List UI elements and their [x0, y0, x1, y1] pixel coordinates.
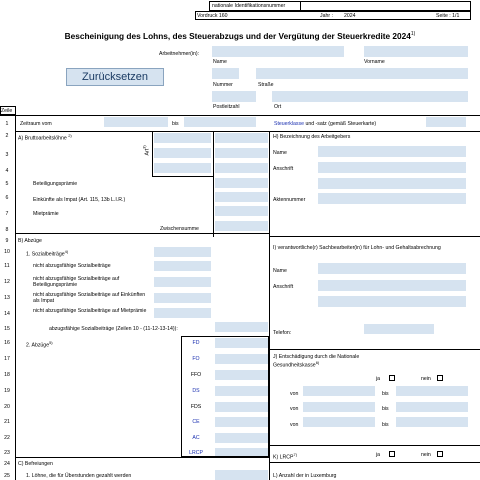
deductions-text: 2. Abzüge: [26, 342, 50, 349]
deduction-ce-field[interactable]: [215, 417, 268, 427]
j-to-label-2: bis: [382, 406, 389, 412]
employee-number-field[interactable]: [212, 68, 239, 79]
row-number-23: 23: [4, 450, 10, 456]
j-to-field-2[interactable]: [396, 402, 468, 412]
employer-name-field[interactable]: [318, 146, 466, 157]
non-deductible-rent-field[interactable]: [154, 308, 211, 318]
employee-postal-field[interactable]: [212, 91, 256, 102]
social-contrib-text: 1. Sozialbeiträge: [26, 251, 65, 258]
employee-number-label: Nummer: [213, 82, 233, 88]
subtotal-field[interactable]: [215, 221, 268, 231]
j-from-field-1[interactable]: [303, 386, 375, 396]
employer-address-field-2[interactable]: [318, 178, 466, 189]
lrcp-sup: 7): [293, 452, 298, 457]
gross-salary-field-2[interactable]: [154, 148, 211, 158]
j-from-field-2[interactable]: [303, 402, 375, 412]
gross-salary-field-3[interactable]: [154, 163, 211, 173]
employee-firstname-field[interactable]: [364, 46, 468, 57]
deductible-social-field[interactable]: [215, 322, 268, 332]
non-deductible-participation-field[interactable]: [154, 277, 211, 287]
deduction-ds-field[interactable]: [215, 386, 268, 396]
health-fund-yes-label: ja: [376, 376, 381, 382]
overtime-label: 1. Löhne, die für Überstunden gezahlt werden: [26, 473, 132, 479]
tax-class-label-rest: und -satz (gemäß Steuerkarte): [304, 121, 377, 127]
tax-class-field[interactable]: [426, 117, 466, 127]
clerk-address-field-2[interactable]: [318, 296, 466, 307]
j-to-field-1[interactable]: [396, 386, 468, 396]
deduction-fd-field[interactable]: [215, 338, 268, 348]
lrcp-text: K) LRCP: [273, 454, 294, 461]
code-fo: FO: [192, 356, 200, 362]
section-a-text: A) Bruttoarbeitslöhne: [18, 135, 67, 142]
row-number-6: 6: [5, 195, 9, 201]
page-title: [0, 31, 480, 41]
non-deductible-participation-label: nicht abzugsfähige Sozialbeiträge auf Beteiligungsprämie: [33, 276, 120, 288]
row-number-7: 7: [5, 211, 9, 217]
employer-section-label: H) Bezeichnung des Arbeitgebers: [273, 134, 351, 140]
employee-city-field[interactable]: [272, 91, 468, 102]
health-fund-no-checkbox[interactable]: [437, 375, 443, 381]
section-l-label: L) Anzahl der in Luxemburg: [273, 473, 337, 479]
row-number-14: 14: [4, 311, 10, 317]
code-ac: AC: [192, 435, 200, 441]
employee-name-label: Name: [213, 59, 227, 65]
clerk-address-field-1[interactable]: [318, 280, 466, 291]
code-ds: DS: [192, 388, 200, 394]
row-number-4: 4: [5, 168, 9, 174]
non-deductible-label: nicht abzugsfähige Sozialbeiträge: [33, 263, 111, 269]
deduction-fo-field[interactable]: [215, 354, 268, 364]
form-number: Vordruck 160: [197, 13, 228, 19]
art-text: Art: [144, 148, 151, 156]
social-contrib-label: [26, 249, 68, 258]
row-number-21: 21: [4, 419, 10, 425]
code-fds: FDS: [190, 404, 202, 410]
row-number-2: 2: [5, 133, 9, 139]
non-deductible-impat-field[interactable]: [154, 293, 211, 303]
social-contrib-sup: 4): [64, 249, 69, 254]
page-title-text: Bescheinigung des Lohns, des Steuerabzugs und der Vergütung der Steuerkredite 2024: [64, 31, 411, 41]
j-from-label-2: von: [290, 406, 299, 412]
period-to-label: bis: [172, 121, 179, 127]
employer-address-field-1[interactable]: [318, 162, 466, 173]
impat-income-label: Einkünfte als Impat (Art. 115, 13b L.I.R.): [33, 197, 126, 203]
health-fund-yes-checkbox[interactable]: [389, 375, 395, 381]
row-number-18: 18: [4, 372, 10, 378]
j-to-label-3: bis: [382, 422, 389, 428]
row-number-12: 12: [4, 279, 10, 285]
deductions-label: [26, 340, 53, 349]
gross-amount-field-1[interactable]: [215, 133, 268, 143]
social-contrib-field[interactable]: [154, 247, 211, 257]
phone-label: Telefon:: [273, 330, 292, 336]
deduction-ac-field[interactable]: [215, 433, 268, 443]
overtime-field[interactable]: [215, 470, 268, 480]
non-deductible-rent-label: nicht abzugsfähige Sozialbeiträge auf Mietprämie: [33, 308, 147, 314]
row-number-17: 17: [4, 356, 10, 362]
clerk-section-label: I) verantwortliche(r) Sachbearbeiter(in) für Lohn- und Gehaltsabrechnung: [273, 245, 441, 251]
row-number-19: 19: [4, 388, 10, 394]
year-value: 2024: [344, 13, 356, 19]
period-from-label: Zeitraum vom: [20, 121, 52, 127]
j-from-field-3[interactable]: [303, 417, 375, 427]
row-number-8: 8: [5, 227, 9, 233]
row-number-15: 15: [4, 326, 10, 332]
art-sup: 3): [141, 145, 147, 149]
participation-bonus-label: Beteiligungsprämie: [33, 181, 78, 187]
code-lrcp: LRCP: [189, 450, 203, 456]
reset-button[interactable]: Zurücksetzen: [66, 68, 164, 86]
section-a-sup: 2): [68, 133, 72, 138]
j-from-label-3: von: [290, 422, 299, 428]
gross-salary-field-1[interactable]: [154, 133, 211, 143]
non-deductible-field[interactable]: [154, 261, 211, 271]
employee-firstname-label: Vorname: [364, 59, 385, 65]
gross-amount-field-3[interactable]: [215, 163, 268, 173]
period-to-field[interactable]: [184, 117, 256, 127]
art-label: [142, 145, 151, 155]
impat-income-field[interactable]: [215, 206, 268, 216]
clerk-address-label: Anschrift: [273, 284, 294, 290]
row-number-20: 20: [4, 404, 10, 410]
employee-city-label: Ort: [274, 104, 282, 110]
tax-class-label: [274, 121, 376, 127]
gross-amount-field-2[interactable]: [215, 148, 268, 158]
j-to-field-3[interactable]: [396, 417, 468, 427]
period-from-field[interactable]: [104, 117, 168, 127]
deduction-ffo-field[interactable]: [215, 370, 268, 380]
lrcp-no-checkbox[interactable]: [437, 451, 443, 457]
year-label: Jahr :: [320, 13, 333, 19]
tax-class-label-link[interactable]: Steuerklasse: [274, 121, 304, 127]
deductible-social-label: abzugsfähige Sozialbeiträge (Zeilen 10 - (11-12-13-14)):: [49, 326, 178, 332]
row-number-13: 13: [4, 295, 10, 301]
code-ffo: FFO: [190, 372, 202, 378]
page-title-sup: 1): [410, 31, 416, 38]
employee-name-field[interactable]: [212, 46, 344, 57]
section-c-label: C) Befreiungen: [18, 461, 53, 467]
row-number-16: 16: [4, 340, 10, 346]
rent-bonus-label: Mietprämie: [33, 211, 59, 217]
deduction-fds-field[interactable]: [215, 402, 268, 412]
employee-label: Arbeitnehmer(in):: [159, 51, 200, 57]
health-fund-text: J) Entschädigung durch die Nationale Gesundheitskasse: [273, 354, 360, 369]
employee-street-label: Straße: [258, 82, 274, 88]
deductions-sup: 5): [49, 340, 53, 345]
row-number-5: 5: [5, 181, 9, 187]
employee-street-field[interactable]: [256, 68, 468, 79]
gross-amount-field-4[interactable]: [215, 178, 268, 188]
section-b-label: B) Abzüge: [18, 238, 42, 244]
lrcp-yes-label: ja: [376, 452, 381, 458]
non-deductible-impat-label: nicht abzugsfähige Sozialbeiträge auf Einkünften als Impat: [33, 292, 146, 304]
row-number-22: 22: [4, 435, 10, 441]
employer-name-label: Name: [273, 150, 287, 156]
clerk-name-field[interactable]: [318, 263, 466, 274]
row-number-24: 24: [4, 461, 10, 467]
lrcp-yes-checkbox[interactable]: [389, 451, 395, 457]
page-label: Seite : 1/1: [436, 13, 460, 19]
row-number-1: 1: [5, 121, 9, 127]
code-fd: FD: [192, 340, 200, 346]
id-number-field[interactable]: [301, 2, 470, 10]
employee-postal-label: Postleitzahl: [213, 104, 240, 110]
file-number-field[interactable]: [318, 193, 466, 204]
row-number-25: 25: [4, 473, 10, 479]
row-number-11: 11: [4, 263, 10, 269]
phone-field[interactable]: [364, 324, 434, 334]
health-fund-sup: 6): [315, 360, 320, 365]
file-number-label: Aktennummer: [273, 197, 306, 203]
j-from-label-1: von: [290, 391, 299, 397]
j-to-label-1: bis: [382, 391, 389, 397]
row-number-3: 3: [5, 152, 9, 158]
health-fund-label: [273, 354, 393, 369]
deduction-lrcp-field[interactable]: [215, 448, 268, 456]
row-number-9: 9: [5, 238, 9, 244]
subtotal-label: Zwischensumme: [160, 226, 199, 232]
participation-bonus-field[interactable]: [215, 192, 268, 202]
section-a-label: [18, 133, 72, 142]
row-number-10: 10: [4, 249, 10, 255]
lrcp-label: [273, 452, 297, 461]
employer-address-label: Anschrift: [273, 166, 294, 172]
id-field-label: nationale Identifikationsnummer: [212, 3, 286, 9]
code-ce: CE: [192, 419, 200, 425]
header-meta-box: [195, 11, 471, 20]
clerk-name-label: Name: [273, 268, 287, 274]
health-fund-no-label: nein: [421, 376, 431, 382]
lrcp-no-label: nein: [421, 452, 431, 458]
zeile-label: Zeile: [1, 108, 13, 114]
